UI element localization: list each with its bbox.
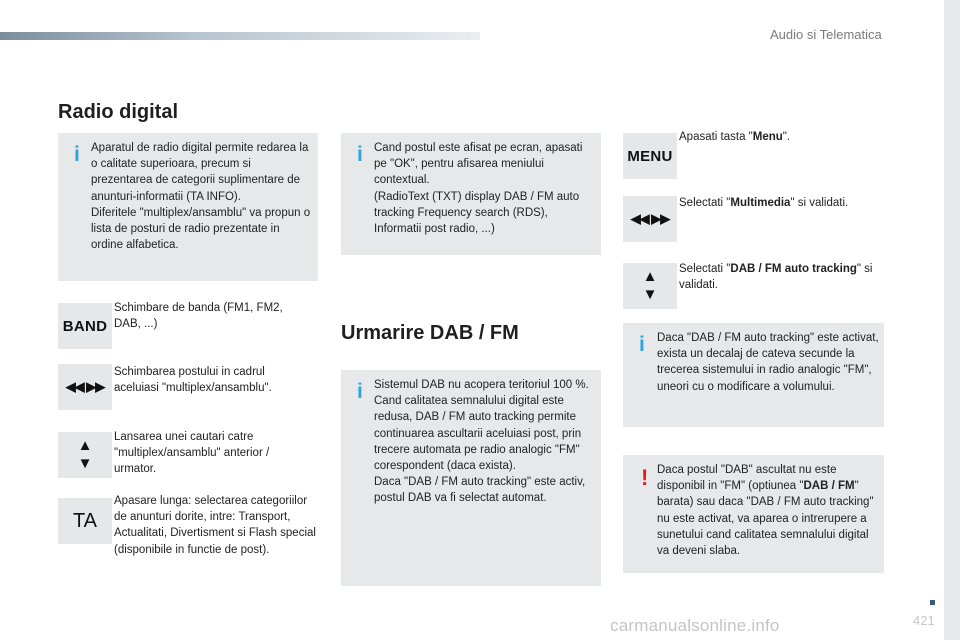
info-text: Daca "DAB / FM auto tracking" este activat, exista un decalaj de cateva secunde la trecerea sistemului in radio analogic "FM", uneori cu o modificare a volumului.	[657, 332, 879, 393]
band-description: Schimbare de banda (FM1, FM2, DAB, ...)	[114, 302, 283, 331]
info-text: Cand postul este afisat pe ecran, apasati pe "OK", pentru afisarea meniului contextual. (RadioText (TXT) display DAB / FM auto tracking Frequency search (RDS), Informatii post radio, ...)	[374, 142, 583, 236]
warning-text: Daca postul "DAB" ascultat nu este disponibil in "FM" (optiunea "DAB / FM" barata) sau daca "DAB / FM auto tracking" nu este activat, va aparea o intrerupere a sunetului cand calitatea semnalului digital va deveni slaba.	[657, 464, 874, 558]
page-marker	[930, 600, 935, 605]
info-box-dab-coverage	[341, 370, 601, 586]
info-box-tracking-delay	[623, 323, 884, 427]
warning-icon: !	[641, 465, 649, 490]
step-multimedia-text: Selectati "Multimedia" si validati.	[679, 197, 849, 209]
step-menu-text: Apasati tasta "Menu".	[679, 131, 791, 143]
info-text: Aparatul de radio digital permite redarea la o calitate superioara, precum si prezentarea de categorii suplimentare de anunturi-informatii (TA INFO). Diferitele "multiplex/ansamblu" va propun o lista de posturi de radio prezentate in ordine alfabetica.	[91, 142, 311, 252]
section-title-radio: Radio digital	[58, 101, 178, 123]
info-text: Sistemul DAB nu acopera teritoriul 100 %. Cand calitatea semnalului digital este redusa, DAB / FM auto tracking permite continuarea ascultarii aceluiasi post, prin trecere automata pe radio analogic "FM" corespondent (daca exista). Daca "DAB / FM auto tracking" este activ, postul DAB va fi selectat automat.	[374, 379, 589, 505]
seek-description: Schimbarea postului in cadrul aceluiasi "multiplex/ansamblu".	[114, 366, 272, 395]
watermark: carmanualsonline.info	[610, 616, 780, 635]
info-icon: i	[357, 143, 363, 166]
header-color-bar	[0, 32, 480, 40]
info-icon: i	[74, 143, 80, 166]
up-down-arrows-icon: ▲ ▼	[58, 432, 112, 478]
info-icon: i	[639, 333, 645, 356]
search-description: Lansarea unei cautari catre "multiplex/ansamblu" anterior / urmator.	[114, 431, 270, 476]
section-title-dab-fm: Urmarire DAB / FM	[341, 322, 519, 344]
ta-button-icon: TA	[58, 498, 112, 544]
seek-arrows-icon: ◀◀ ▶▶	[623, 196, 677, 242]
info-box-contextual-menu	[341, 133, 601, 255]
warning-box	[623, 455, 884, 573]
seek-arrows-icon: ◀◀ ▶▶	[58, 364, 112, 410]
step-dab-tracking-text: Selectati "DAB / FM auto tracking" si validati.	[679, 263, 873, 292]
info-icon: i	[357, 380, 363, 403]
page-number: 421	[913, 613, 935, 628]
chapter-title: Audio si Telematica	[770, 27, 882, 42]
band-button-icon: BAND	[58, 303, 112, 349]
page-edge-strip	[944, 0, 960, 640]
ta-description: Apasare lunga: selectarea categoriilor de anunturi dorite, intre: Transport, Actualitati, Divertisment si Flash special (disponibile in functie de post).	[114, 495, 316, 556]
menu-button-icon: MENU	[623, 133, 677, 179]
info-box-radio	[58, 133, 318, 281]
up-down-arrows-icon: ▲ ▼	[623, 263, 677, 309]
